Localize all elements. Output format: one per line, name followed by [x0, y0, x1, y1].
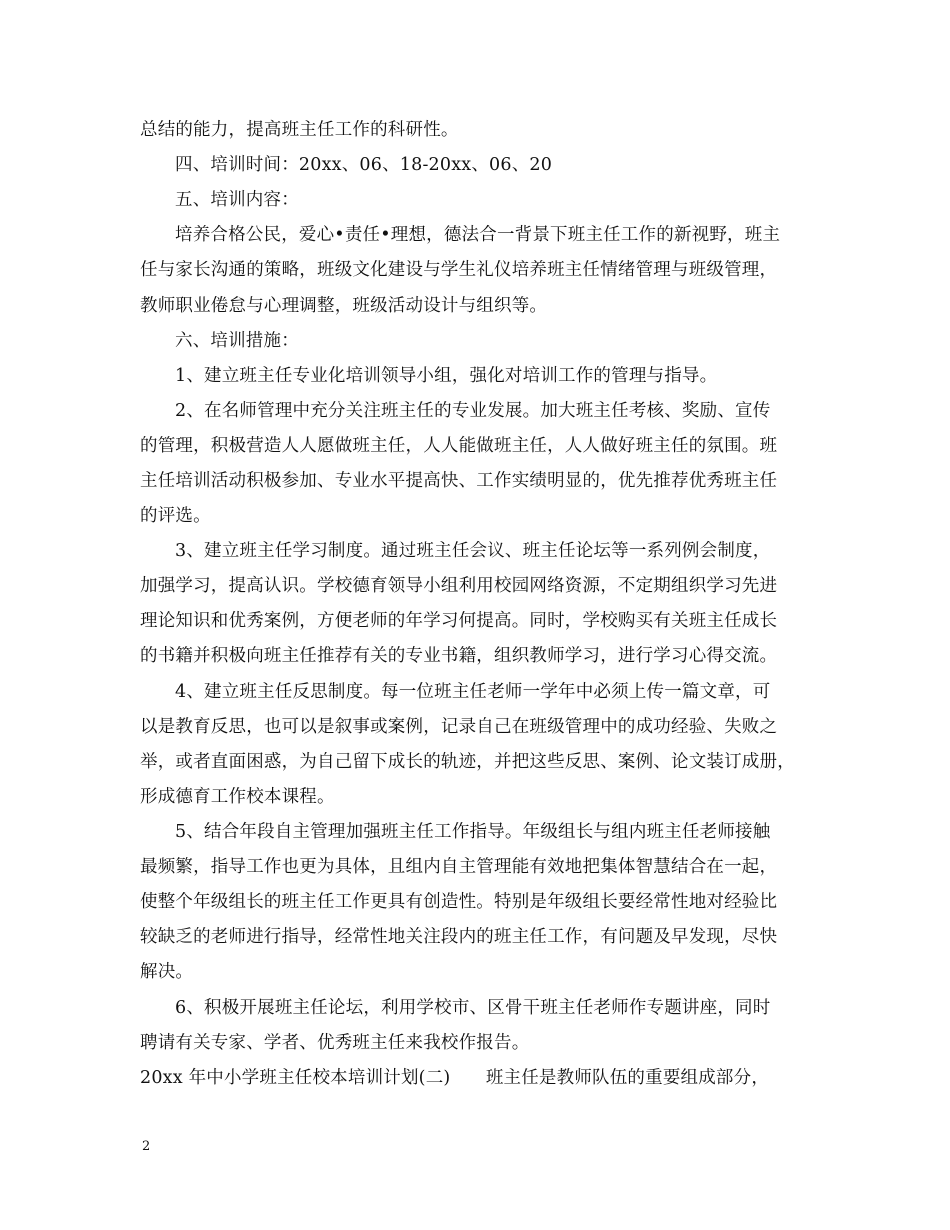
- text-line: 的管理，积极营造人人愿做班主任，人人能做班主任，人人做好班主任的氛围。班: [140, 436, 778, 456]
- text-line: 较缺乏的老师进行指导，经常性地关注段内的班主任工作，有问题及早发现，尽快: [140, 927, 778, 947]
- page-number: 2: [142, 1139, 151, 1154]
- text-line: 使整个年级组长的班主任工作更具有创造性。特别是年级组长要经常性地对经验比: [140, 892, 778, 912]
- text-line: 培养合格公民，爱心•责任•理想，德法合一背景下班主任工作的新视野，班主: [175, 225, 781, 245]
- text-line: 3、建立班主任学习制度。通过班主任会议、班主任论坛等一系列例会制度，: [175, 541, 771, 561]
- text-line: 的评选。: [140, 506, 211, 526]
- text-line: 理论知识和优秀案例，方便老师的年学习何提高。同时，学校购买有关班主任成长: [140, 611, 778, 631]
- text-line: 教师职业倦怠与心理调整，班级活动设计与组织等。: [140, 296, 548, 316]
- text-line: 主任培训活动积极参加、专业水平提高快、工作实绩明显的，优先推荐优秀班主任: [140, 471, 778, 491]
- text-line: 最频繁，指导工作也更为具体，且组内自主管理能有效地把集体智慧结合在一起，: [140, 857, 778, 877]
- text-line: 6、积极开展班主任论坛，利用学校市、区骨干班主任老师作专题讲座，同时: [175, 998, 771, 1018]
- text-line: 的书籍并积极向班主任推荐有关的专业书籍，组织教师学习，进行学习心得交流。: [140, 646, 778, 666]
- section-heading: 五、培训内容：: [175, 190, 299, 210]
- text-line: 20xx 年中小学班主任校本培训计划(二) 班主任是教师队伍的重要组成部分，: [140, 1068, 770, 1088]
- text-line: 5、结合年段自主管理加强班主任工作指导。年级组长与组内班主任老师接触: [175, 822, 771, 842]
- text-line: 以是教育反思，也可以是叙事或案例，记录自己在班级管理中的成功经验、失败之: [140, 717, 778, 737]
- text-line: 形成德育工作校本课程。: [140, 787, 335, 807]
- text-line: 4、建立班主任反思制度。每一位班主任老师一学年中必须上传一篇文章，可: [175, 682, 771, 702]
- text-line: 任与家长沟通的策略，班级文化建设与学生礼仪培养班主任情绪管理与班级管理，: [140, 260, 778, 280]
- text-line: 解决。: [140, 962, 194, 982]
- text-line: 加强学习，提高认识。学校德育领导小组利用校园网络资源，不定期组织学习先进: [140, 576, 778, 596]
- text-line: 举，或者直面困惑，为自己留下成长的轨迹，并把这些反思、案例、论文装订成册，: [140, 752, 795, 772]
- text-line: 四、培训时间：20xx、06、18-20xx、06、20: [175, 155, 553, 175]
- text-line: 2、在名师管理中充分关注班主任的专业发展。加大班主任考核、奖励、宣传: [175, 401, 771, 421]
- text-line: 聘请有关专家、学者、优秀班主任来我校作报告。: [140, 1033, 530, 1053]
- text-line: 1、建立班主任专业化培训领导小组，强化对培训工作的管理与指导。: [175, 366, 718, 386]
- text-line: 总结的能力，提高班主任工作的科研性。: [140, 120, 459, 140]
- section-heading: 六、培训措施：: [175, 331, 299, 351]
